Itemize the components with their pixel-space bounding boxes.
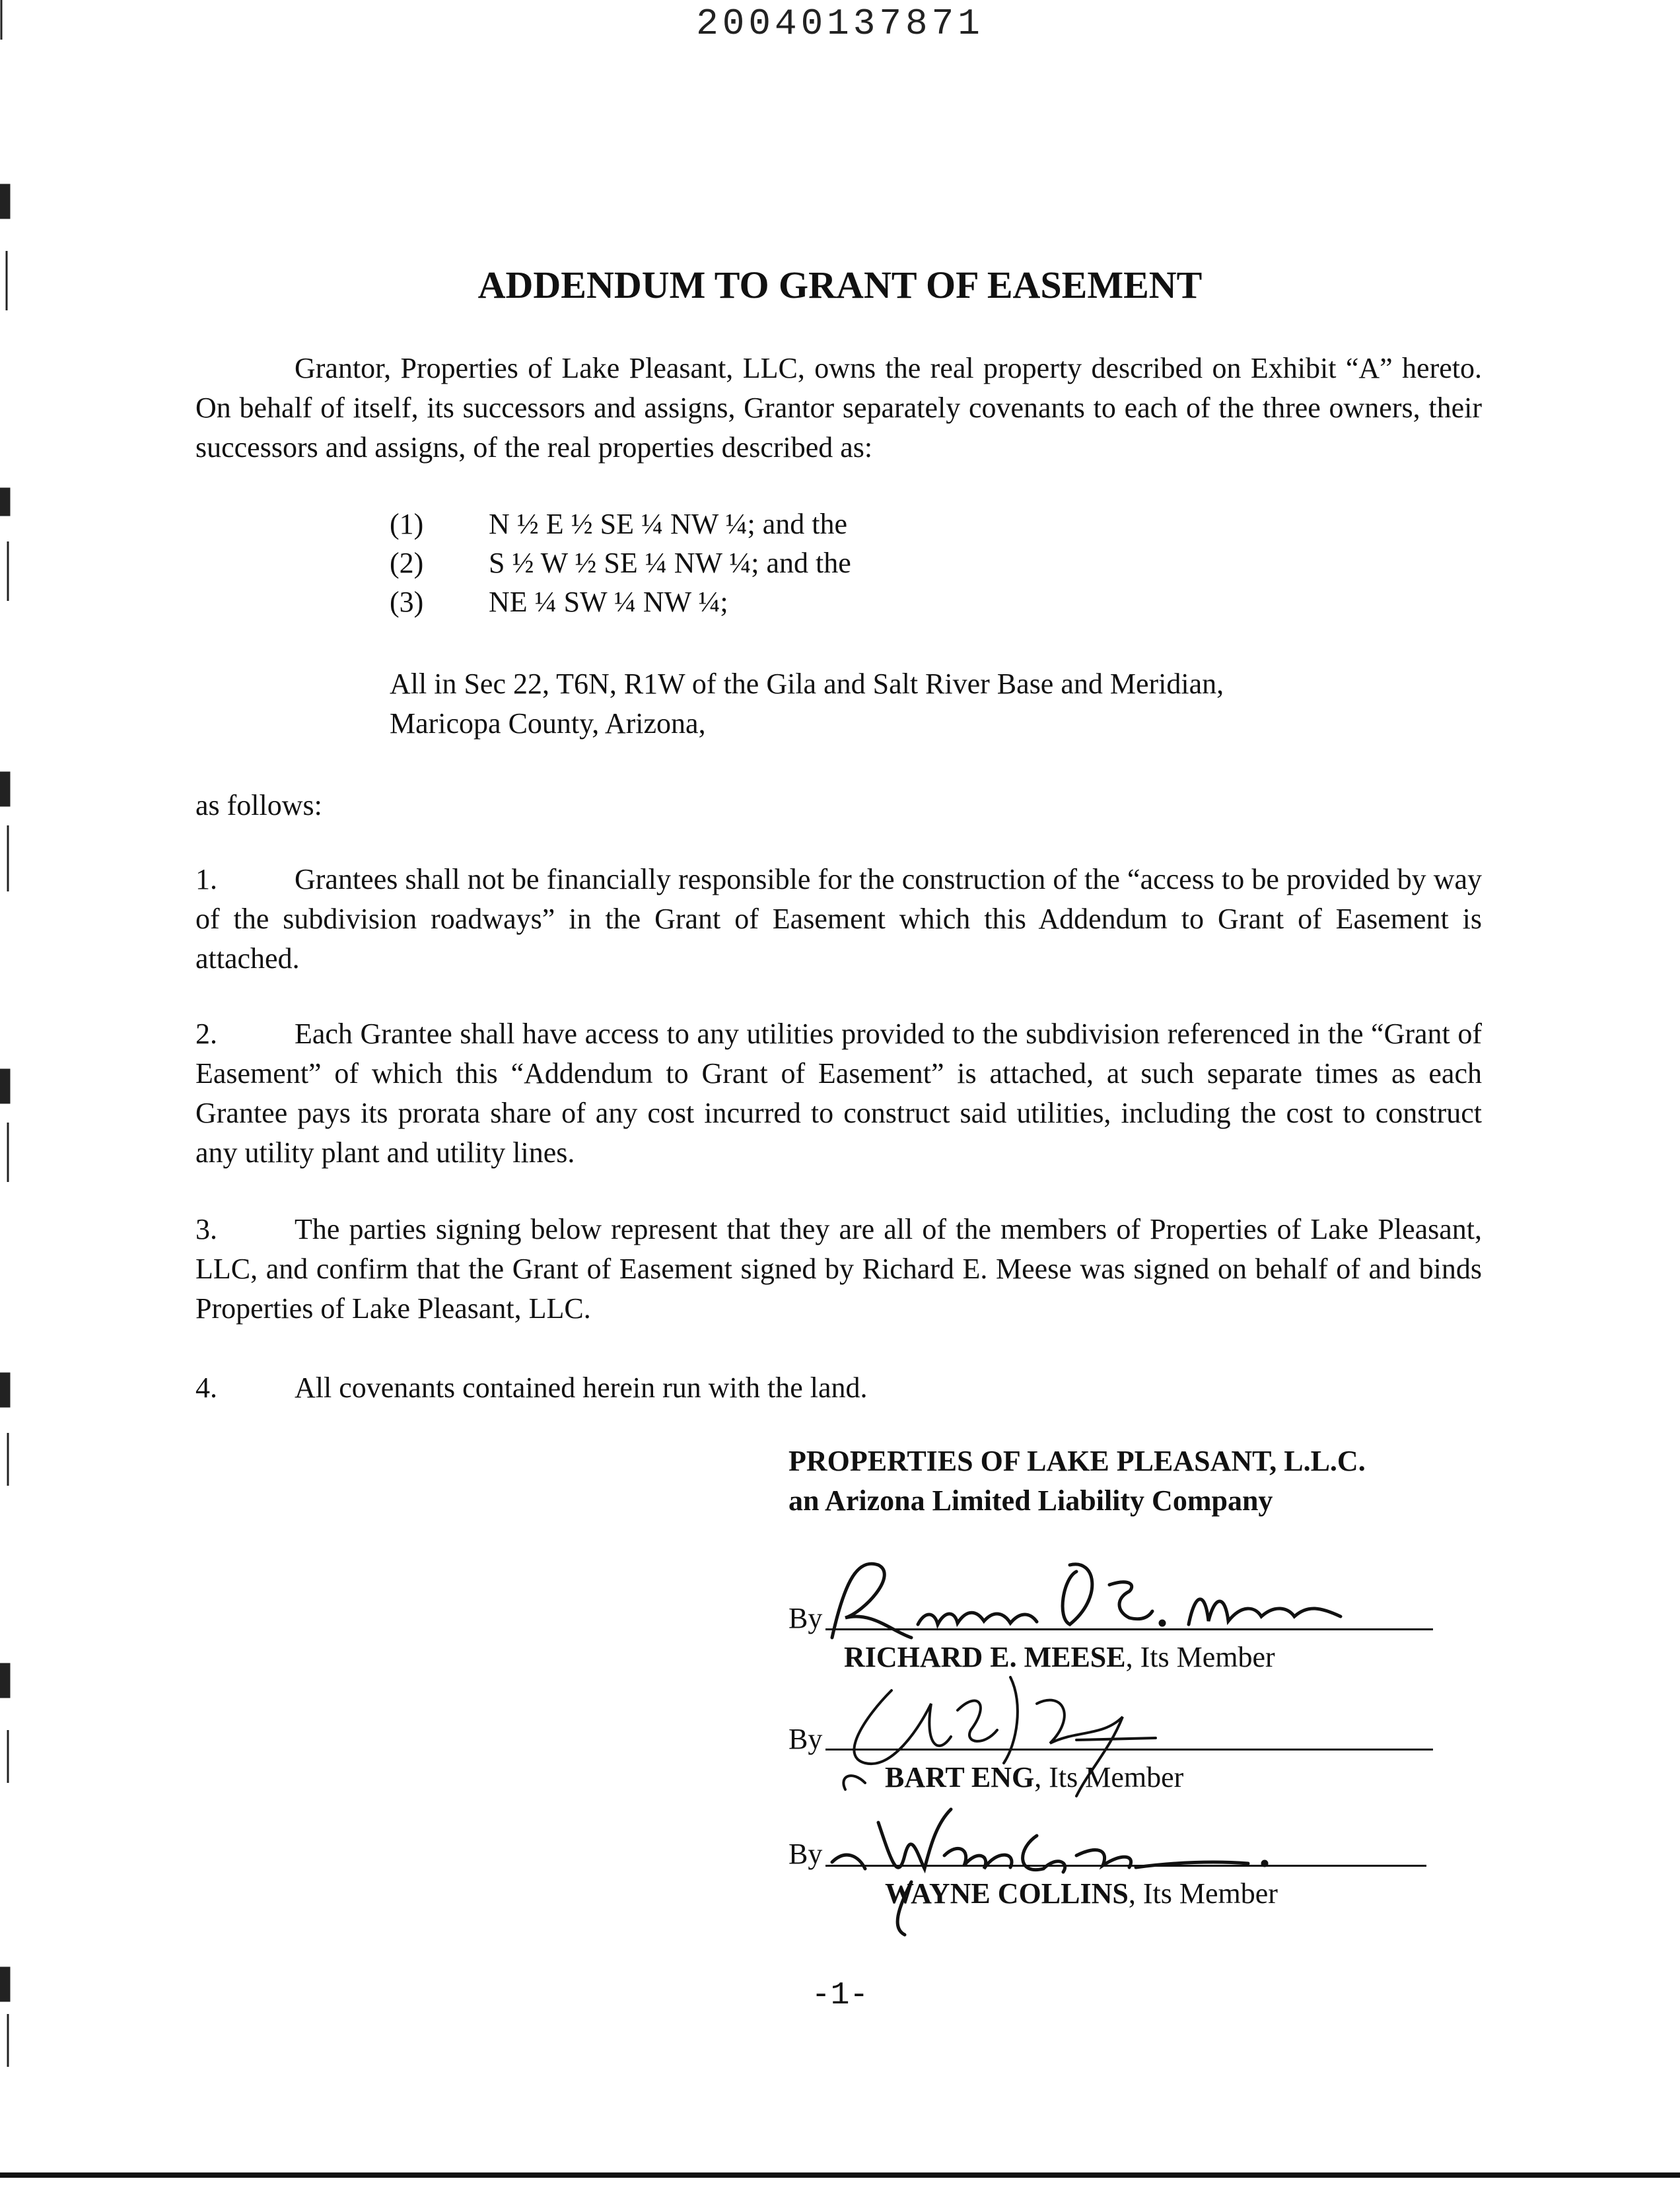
parcel-description: NE ¼ SW ¼ NW ¼;	[489, 586, 728, 618]
signer-name: BART ENG	[885, 1761, 1035, 1793]
list-item	[390, 543, 851, 582]
list-item	[390, 504, 851, 543]
by-label: By	[788, 1838, 823, 1870]
covenant-text: All covenants contained herein run with the land.	[295, 1371, 868, 1404]
parcel-number: (2)	[390, 547, 424, 579]
location-description	[390, 664, 1446, 744]
covenant-text: The parties signing below represent that they are all of the members of Properties of Lake Pleasant, LLC, and confirm that the Grant of Easement signed by Richard E. Meese was signed on behalf of and binds Properties of Lake Pleasant, LLC.	[195, 1213, 1482, 1325]
covenant-2	[195, 1014, 1482, 1173]
signature-richard-meese	[819, 1539, 1360, 1657]
parcel-list	[390, 504, 851, 621]
location-line-2: Maricopa County, Arizona,	[390, 707, 706, 740]
covenant-number: 1.	[195, 863, 217, 895]
as-follows-text: as follows:	[195, 789, 322, 821]
document-title: ADDENDUM TO GRANT OF EASEMENT	[477, 263, 1203, 306]
covenant-1	[195, 860, 1482, 979]
signer-role: , Its Member	[1034, 1761, 1184, 1793]
signature-block-company	[788, 1441, 1366, 1521]
signer-role: , Its Member	[1125, 1641, 1275, 1673]
covenant-number: 2.	[195, 1018, 217, 1050]
covenant-text: Grantees shall not be financially responsible for the construction of the “access to be provided by way of the subdivision roadways” in the Grant of Easement which this Addendum to Grant of Easement is attached.	[195, 863, 1482, 975]
list-item	[390, 582, 851, 621]
signer-name: RICHARD E. MEESE	[844, 1641, 1126, 1673]
parcel-description: S ½ W ½ SE ¼ NW ¼; and the	[489, 547, 851, 579]
page-number: -1-	[811, 1978, 869, 2013]
covenant-text: Each Grantee shall have access to any utilities provided to the subdivision referenced in the “Grant of Easement” of which this “Addendum to Grant of Easement” is attached, at such separate times as each Grantee pays its prorata share of any cost incurred to construct said utilities, including the cost to construct any utility plant and utility lines.	[195, 1018, 1482, 1169]
covenant-number: 3.	[195, 1213, 217, 1245]
intro-paragraph: Grantor, Properties of Lake Pleasant, LLC, owns the real property described on Exhibit “A” hereto. On behalf of itself, its successors and assigns, Grantor separately covenants to each of the three owners, their successors and assigns, of the real properties described as:	[195, 352, 1482, 464]
company-type: an Arizona Limited Liability Company	[788, 1484, 1273, 1517]
signature-wayne-collins	[819, 1783, 1294, 1941]
signer-name: WAYNE COLLINS	[885, 1877, 1129, 1910]
covenant-4	[195, 1368, 1482, 1408]
scan-edge-marks	[0, 0, 26, 2187]
document-number: 20040137871	[696, 3, 984, 45]
signer-role: , Its Member	[1128, 1877, 1278, 1910]
covenant-number: 4.	[195, 1371, 217, 1404]
parcel-number: (3)	[390, 586, 424, 618]
location-line-1: All in Sec 22, T6N, R1W of the Gila and Salt River Base and Meridian,	[390, 668, 1224, 700]
parcel-description: N ½ E ½ SE ¼ NW ¼; and the	[489, 508, 848, 540]
bottom-edge-rule	[0, 2172, 1680, 2178]
signer-wayne-collins	[885, 1877, 1278, 1910]
by-label: By	[788, 1602, 823, 1634]
parcel-number: (1)	[390, 508, 424, 540]
covenant-3	[195, 1210, 1482, 1329]
company-name: PROPERTIES OF LAKE PLEASANT, L.L.C.	[788, 1445, 1366, 1477]
by-label: By	[788, 1723, 823, 1755]
